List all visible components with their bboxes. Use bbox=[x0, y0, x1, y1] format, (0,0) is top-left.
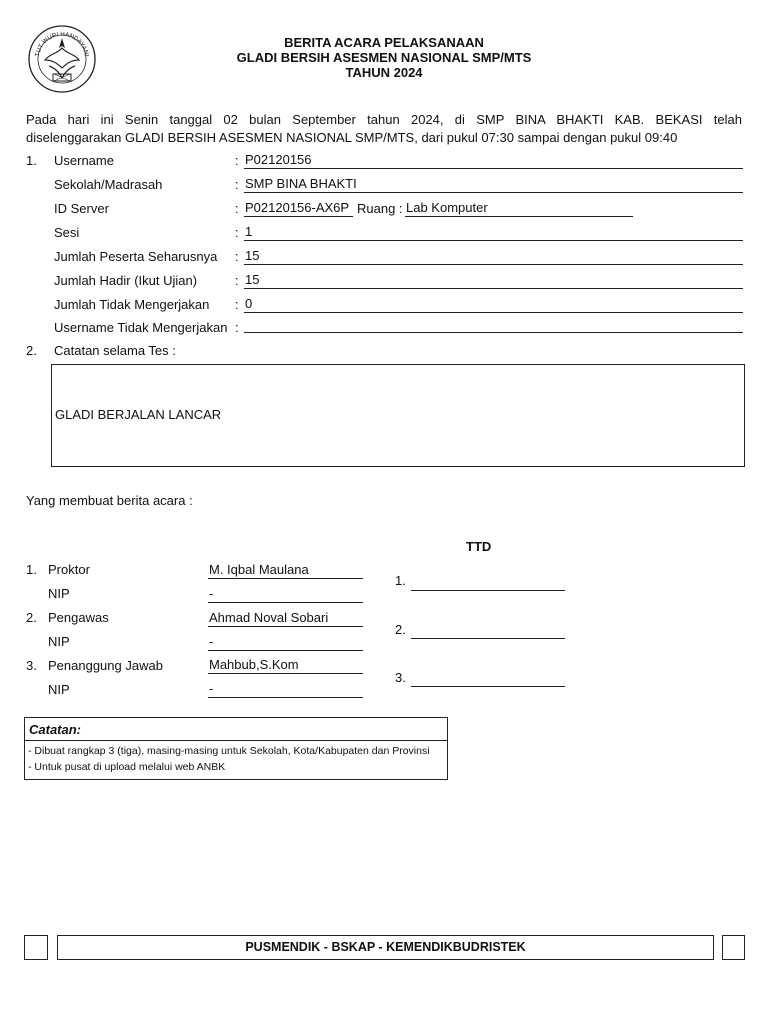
jumlah-peserta-value: 15 bbox=[244, 248, 743, 265]
intro-line-2: diselenggarakan GLADI BERSIH ASESMEN NASIONAL SMP/MTS, dari pukul 07:30 sampai dengan pukul 09:40 bbox=[26, 130, 678, 145]
footer-left-box bbox=[24, 935, 48, 960]
jumlah-tidak-colon: : bbox=[235, 297, 239, 312]
catatan-tes-box bbox=[51, 364, 745, 467]
footer-text: PUSMENDIK - BSKAP - KEMENDIKBUDRISTEK bbox=[245, 940, 526, 954]
catatan-box bbox=[24, 717, 448, 780]
sesi-value: 1 bbox=[244, 224, 743, 241]
signature-line-2 bbox=[411, 638, 565, 639]
sekolah-label: Sekolah/Madrasah bbox=[54, 177, 163, 192]
ttd-label: TTD bbox=[466, 539, 492, 554]
penanggung-jawab-nip-label: NIP bbox=[48, 682, 70, 697]
ruang-label: Ruang : bbox=[357, 201, 403, 216]
username-value: P02120156 bbox=[244, 152, 743, 169]
jumlah-tidak-label: Jumlah Tidak Mengerjakan bbox=[54, 297, 210, 312]
catatan-line-1: - Dibuat rangkap 3 (tiga), masing-masing untuk Sekolah, Kota/Kabupaten dan Provinsi bbox=[28, 745, 430, 757]
sign-number-1: 1. bbox=[395, 573, 406, 588]
username-label: Username bbox=[54, 153, 114, 168]
sekolah-value: SMP BINA BHAKTI bbox=[244, 176, 743, 193]
username-tidak-label: Username Tidak Mengerjakan bbox=[54, 320, 228, 335]
penanggung-jawab-number: 3. bbox=[26, 658, 37, 673]
catatan-line-2: - Untuk pusat di upload melalui web ANBK bbox=[28, 761, 226, 773]
sesi-colon: : bbox=[235, 225, 239, 240]
jumlah-hadir-value: 15 bbox=[244, 272, 743, 289]
id-server-value: P02120156-AX6P bbox=[244, 200, 353, 217]
section-2-number: 2. bbox=[26, 343, 37, 358]
jumlah-peserta-label: Jumlah Peserta Seharusnya bbox=[54, 249, 218, 264]
footer-box bbox=[57, 935, 714, 960]
proktor-number: 1. bbox=[26, 562, 37, 577]
pembuat-label: Yang membuat berita acara : bbox=[26, 493, 193, 508]
pengawas-number: 2. bbox=[26, 610, 37, 625]
proktor-nip-label: NIP bbox=[48, 586, 70, 601]
catatan-tes-note: GLADI BERJALAN LANCAR bbox=[55, 407, 222, 422]
section-1-number: 1. bbox=[26, 153, 37, 168]
sign-number-2: 2. bbox=[395, 622, 406, 637]
jumlah-tidak-value: 0 bbox=[244, 296, 743, 313]
header-line-1: BERITA ACARA PELAKSANAAN bbox=[284, 35, 484, 50]
ruang-value: Lab Komputer bbox=[405, 200, 633, 217]
jumlah-hadir-label: Jumlah Hadir (Ikut Ujian) bbox=[54, 273, 198, 288]
jumlah-hadir-colon: : bbox=[235, 273, 239, 288]
id-server-label: ID Server bbox=[54, 201, 109, 216]
sekolah-colon: : bbox=[235, 177, 239, 192]
signature-line-3 bbox=[411, 686, 565, 687]
intro-paragraph bbox=[26, 111, 742, 147]
catatan-title: Catatan: bbox=[29, 722, 82, 737]
penanggung-jawab-nip: - bbox=[208, 681, 363, 698]
id-server-colon: : bbox=[235, 201, 239, 216]
proktor-nip: - bbox=[208, 586, 363, 603]
pengawas-role: Pengawas bbox=[48, 610, 109, 625]
penanggung-jawab-role: Penanggung Jawab bbox=[48, 658, 163, 673]
sesi-label: Sesi bbox=[54, 225, 80, 240]
username-tidak-value bbox=[244, 316, 743, 333]
username-colon: : bbox=[235, 153, 239, 168]
footer-right-box bbox=[722, 935, 745, 960]
catatan-tes-label: Catatan selama Tes : bbox=[54, 343, 176, 358]
sign-number-3: 3. bbox=[395, 670, 406, 685]
username-tidak-colon: : bbox=[235, 320, 239, 335]
pengawas-nip-label: NIP bbox=[48, 634, 70, 649]
pengawas-nip: - bbox=[208, 634, 363, 651]
signature-line-1 bbox=[411, 590, 565, 591]
header-line-2: GLADI BERSIH ASESMEN NASIONAL SMP/MTS bbox=[236, 50, 532, 65]
proktor-name: M. Iqbal Maulana bbox=[208, 562, 363, 579]
intro-line-1: Pada hari ini Senin tanggal 02 bulan September tahun 2024, di SMP BINA BHAKTI KAB. BEKASI telah bbox=[26, 112, 742, 127]
jumlah-peserta-colon: : bbox=[235, 249, 239, 264]
penanggung-jawab-name: Mahbub,S.Kom bbox=[208, 657, 363, 674]
logo-text: TUT WURI HANDAYANI bbox=[34, 30, 90, 58]
pengawas-name: Ahmad Noval Sobari bbox=[208, 610, 363, 627]
header-line-3: TAHUN 2024 bbox=[345, 65, 423, 80]
proktor-role: Proktor bbox=[48, 562, 90, 577]
catatan-header bbox=[25, 718, 447, 741]
